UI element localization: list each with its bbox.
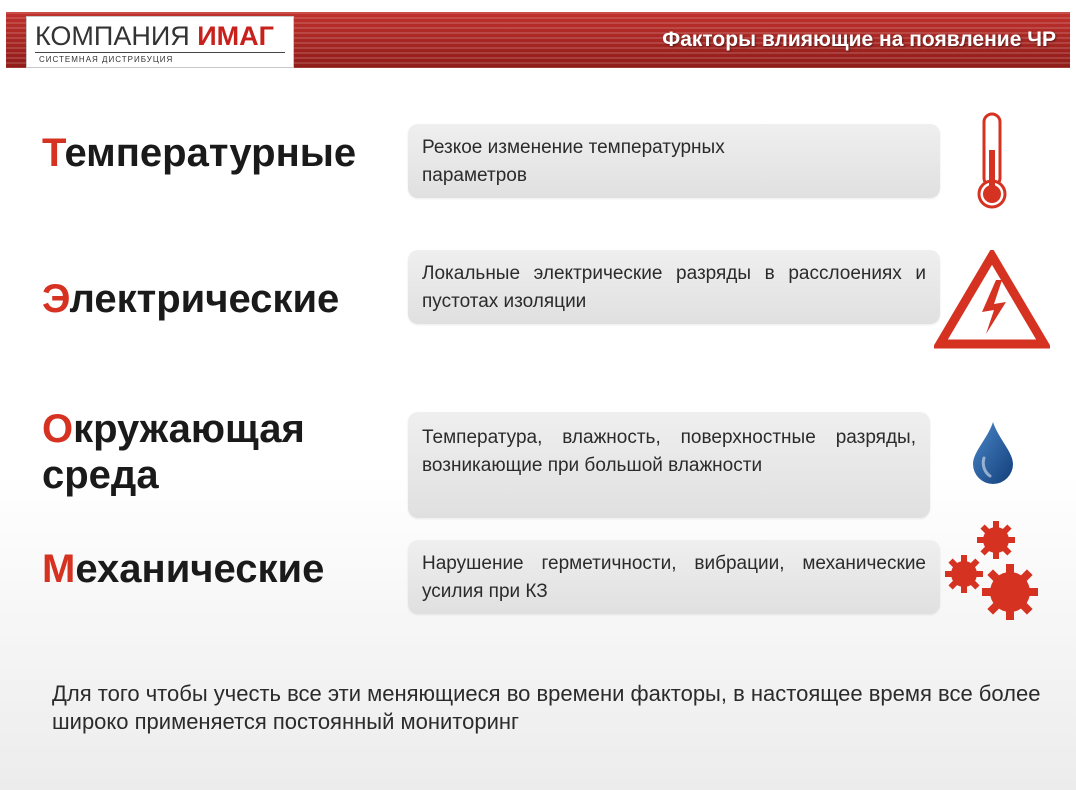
company-logo [26, 16, 294, 68]
factor-description-temperature: Резкое изменение температурных параметров [422, 137, 725, 186]
factor-label-rest: кружающая [73, 407, 305, 451]
factor-label-mechanical [42, 546, 324, 592]
header-bar [6, 12, 1070, 68]
factor-first-letter: М [42, 547, 76, 591]
slide-title: Факторы влияющие на появление ЧР [662, 28, 1056, 51]
logo-brand: ИМАГ [197, 21, 274, 51]
factor-description-environment: Температура, влажность, поверхностные разряды, возникающие при большой влажности [422, 427, 916, 476]
logo-company: КОМПАНИЯ [35, 21, 190, 51]
factor-label-electrical [42, 276, 339, 322]
factor-label-rest: емпературные [64, 131, 357, 175]
factor-description-box-environment [408, 412, 930, 518]
gears-icon [944, 518, 1044, 622]
factor-description-box-electrical [408, 250, 940, 324]
factor-description-electrical: Локальные электрические разряды в расслоениях и пустотах изоляции [422, 263, 926, 312]
factor-label-rest: лектрические [69, 277, 340, 321]
factor-label-rest-line2: среда [42, 453, 159, 497]
factor-first-letter: Э [42, 277, 70, 321]
factor-description-mechanical: Нарушение герметичности, вибрации, механические усилия при КЗ [422, 553, 926, 602]
water-drop-icon [968, 418, 1018, 486]
high-voltage-warning-icon [934, 250, 1050, 350]
logo-tagline: СИСТЕМНАЯ ДИСТРИБУЦИЯ [39, 55, 174, 64]
footer-note: Для того чтобы учесть все эти меняющиеся во времени факторы, в настоящее время все более широко применяется постоянный мониторинг [52, 681, 1041, 734]
thermometer-icon [968, 110, 1016, 212]
logo-wordmark [35, 21, 274, 52]
factor-label-rest: еханические [75, 547, 325, 591]
factor-first-letter: Т [42, 131, 65, 175]
factor-label-environment [42, 406, 305, 498]
logo-divider [35, 52, 285, 53]
factor-description-box-temperature [408, 124, 940, 198]
factor-description-box-mechanical [408, 540, 940, 614]
factor-first-letter: О [42, 407, 74, 451]
factor-label-temperature [42, 130, 356, 176]
